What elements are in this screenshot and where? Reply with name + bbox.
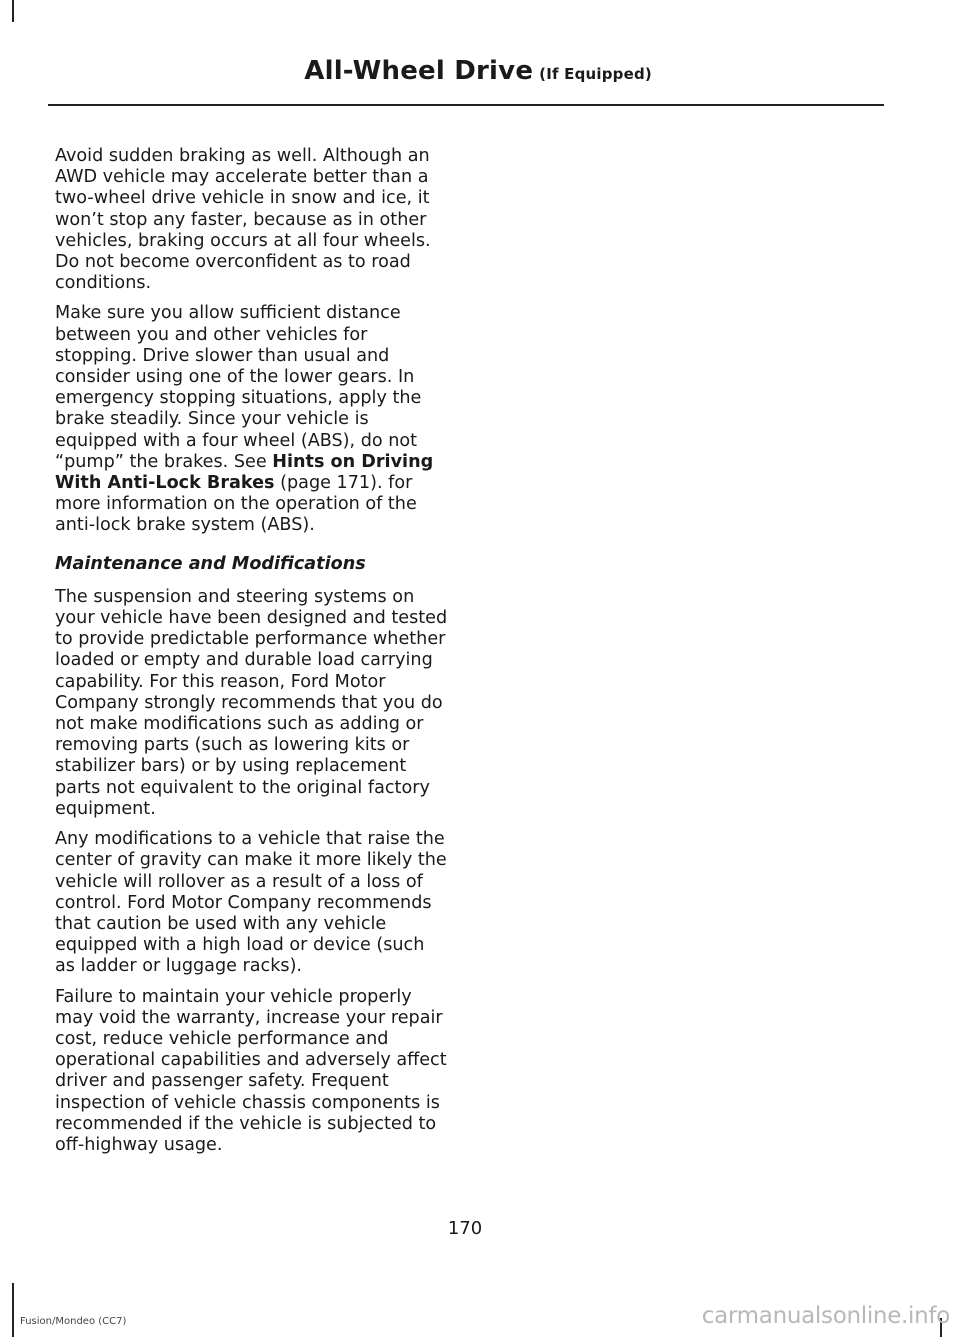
header-subtitle: (If Equipped) bbox=[539, 65, 652, 83]
crop-mark-top-left bbox=[12, 0, 14, 22]
page-header-title bbox=[304, 56, 652, 86]
main-text-column bbox=[55, 146, 449, 1165]
cross-reference-link[interactable]: Hints on Driving With Anti-Lock Brakes bbox=[55, 451, 434, 494]
header-title-text: All-Wheel Drive bbox=[304, 56, 534, 86]
paragraph-text: (page 171). for more information on the operation of the anti-lock brake system (ABS). bbox=[55, 473, 417, 536]
paragraph-suspension: The suspension and steering systems on your vehicle have been designed and tested to provide predictable performance whether loaded or empty and durable load carrying capability. For this reason, Ford Motor Company strongly recommends that you do not make modifications such as adding or removing parts (such as lowering kits or stabilizer bars) or by using replacement parts not equivalent to the original factory equipment. bbox=[55, 586, 448, 819]
section-heading: Maintenance and Modifications bbox=[55, 553, 366, 574]
header-divider bbox=[48, 104, 884, 106]
watermark: carmanualsonline.info bbox=[701, 1303, 950, 1329]
paragraph-maintenance: Failure to maintain your vehicle properly may void the warranty, increase your repair cost, reduce vehicle performance and operational capabilities and adversely affect driver and passenger safety. Frequent inspection of vehicle chassis components is recommended if the vehicle is subjected to off-highway usage. bbox=[55, 986, 447, 1155]
paragraph-sudden-braking: Avoid sudden braking as well. Although an AWD vehicle may accelerate better than a two-wheel drive vehicle in snow and ice, it won’t stop any faster, because as in other vehicles, braking occurs at all four wheels. Do not become overconfident as to road conditions. bbox=[55, 146, 431, 294]
crop-mark-bottom-left bbox=[12, 1283, 14, 1337]
paragraph-modifications: Any modifications to a vehicle that raise the center of gravity can make it more likely the vehicle will rollover as a result of a loss of control. Ford Motor Company recommends that caution be used with any vehicle equipped with a high load or device (such as ladder or luggage racks). bbox=[55, 829, 447, 977]
paragraph-text: Make sure you allow sufficient distance between you and other vehicles for stopping. Drive slower than usual and consider using one of the lower gears. In emergency stopping situations, apply the brake steadily. Since your vehicle is equipped with a four wheel (ABS), do not “pump” the brakes. See bbox=[55, 303, 422, 472]
page-number: 170 bbox=[447, 1218, 483, 1239]
paragraph-stopping-distance bbox=[55, 303, 449, 536]
footer-model: Fusion/Mondeo (CC7) bbox=[20, 1316, 127, 1327]
